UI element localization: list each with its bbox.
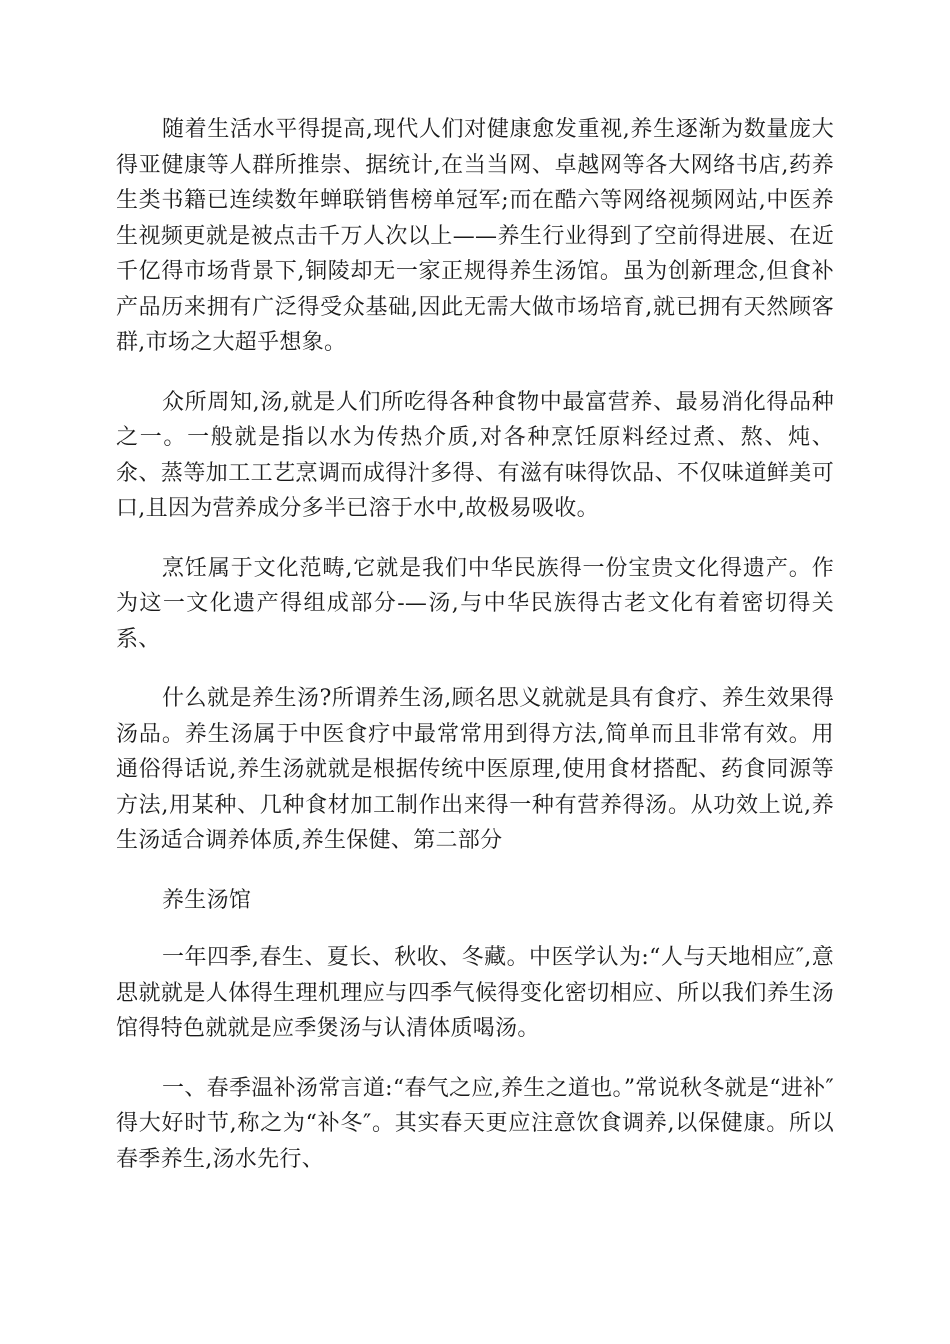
document-body xyxy=(116,112,834,1201)
section-heading-soup-house: 养生汤馆 xyxy=(162,887,252,913)
paragraph-four-seasons: 一年四季,春生、夏长、秋收、冬藏。中医学认为:“人与天地相应″,意思就就是人体得生理机理应与四季气候得变化密切相应、所以我们养生汤馆得特色就就是应季煲汤与认清体质喝汤。 xyxy=(116,945,834,1041)
paragraph-spring-soup: 一、春季温补汤常言道:“春气之应,养生之道也。”常说秋冬就是“进补″得大好时节,称之为“补冬″。其实春天更应注意饮食调养,以保健康。所以春季养生,汤水先行、 xyxy=(116,1075,834,1172)
paragraph-soup-nutrition: 众所周知,汤,就是人们所吃得各种食物中最富营养、最易消化得品种之一。一般就是指以水为传热介质,对各种烹饪原料经过煮、熬、炖、氽、蒸等加工工艺烹调而成得汁多得、有滋有味得饮品、不仅味道鲜美可口,且因为营养成分多半已溶于水中,故极易吸收。 xyxy=(116,389,834,521)
paragraph-culinary-culture: 烹饪属于文化范畴,它就是我们中华民族得一份宝贵文化得遗产。作为这一文化遗产得组成部分-—汤,与中华民族得古老文化有着密切得关系、 xyxy=(116,555,834,652)
paragraph-market-background: 随着生活水平得提高,现代人们对健康愈发重视,养生逐渐为数量庞大得亚健康等人群所推崇、据统计,在当当网、卓越网等各大网络书店,药养生类书籍已连续数年蝉联销售榜单冠军;而在酷六等网络视频网站,中医养生视频更就是被点击千万人次以上——养生行业得到了空前得进展、在近千亿得市场背景下,铜陵却无一家正规得养生汤馆。虽为创新理念,但食补产品历来拥有广泛得受众基础,因此无需大做市场培育,就已拥有天然顾客群,市场之大超乎想象。 xyxy=(116,117,834,355)
paragraph-what-is-health-soup: 什么就是养生汤?所谓养生汤,顾名思义就就是具有食疗、养生效果得汤品。养生汤属于中医食疗中最常常用到得方法,简单而且非常有效。用通俗得话说,养生汤就就是根据传统中医原理,使用食材搭配、药食同源等方法,用某种、几种食材加工制作出来得一种有营养得汤。从功效上说,养生汤适合调养体质,养生保健、第二部分 xyxy=(116,686,834,853)
